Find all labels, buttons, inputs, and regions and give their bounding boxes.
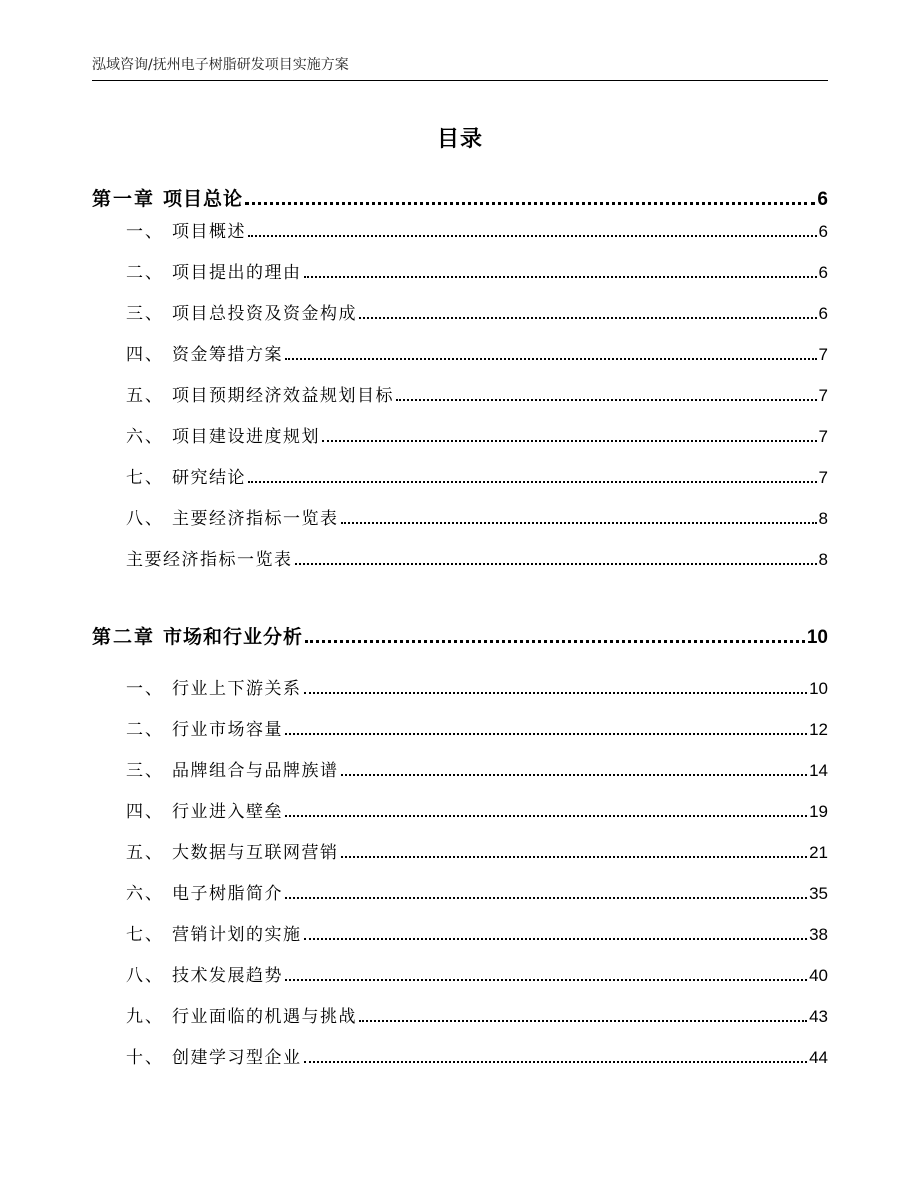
toc-entry[interactable] (126, 878, 828, 904)
toc-leader-dots (295, 563, 817, 565)
toc-entry-chapter[interactable] (92, 621, 828, 649)
toc-entry-label: 技术发展趋势 (172, 966, 283, 986)
toc-entry-label: 主要经济指标一览表 (126, 550, 293, 570)
toc-leader-dots (285, 733, 807, 735)
toc-entry[interactable] (126, 796, 828, 822)
toc-entry-page: 14 (809, 761, 828, 780)
toc-entry-number: 七、 (126, 925, 164, 945)
toc-entry-page: 44 (809, 1048, 828, 1067)
toc-entry-number: 二、 (126, 263, 164, 283)
toc-entry-number: 九、 (126, 1007, 164, 1027)
toc-entry-label: 创建学习型企业 (172, 1048, 302, 1068)
toc-entry-page: 38 (809, 925, 828, 944)
toc-leader-dots (322, 440, 817, 442)
toc-leader-dots (248, 235, 817, 237)
toc-entry-label: 项目总论 (163, 188, 244, 210)
toc-entry-number: 一、 (126, 679, 164, 699)
toc-entry-number: 六、 (126, 884, 164, 904)
toc-entry-number: 八、 (126, 966, 164, 986)
toc-leader-dots (396, 399, 817, 401)
toc-leader-dots (341, 856, 808, 858)
toc-entry-page: 7 (818, 427, 828, 446)
toc-entry[interactable] (126, 298, 828, 324)
toc-entry-number: 七、 (126, 468, 164, 488)
toc-entry-number: 三、 (126, 304, 164, 324)
toc-entry[interactable] (126, 960, 828, 986)
toc-entry[interactable] (126, 919, 828, 945)
toc-entry-label: 项目概述 (172, 222, 246, 242)
toc-entry-label: 行业市场容量 (172, 720, 283, 740)
toc-entry-page: 21 (809, 843, 828, 862)
toc-leader-dots (304, 692, 808, 694)
toc-entry-label: 项目总投资及资金构成 (172, 304, 357, 324)
toc-entry-page: 6 (818, 263, 828, 282)
toc-leader-dots (341, 522, 817, 524)
toc-entry-page: 40 (809, 966, 828, 985)
toc-leader-dots (248, 481, 817, 483)
toc-entry-page: 6 (818, 304, 828, 323)
toc-entry-number: 第二章 (92, 626, 156, 648)
toc-entry-page: 7 (818, 386, 828, 405)
toc-entry-label: 资金筹措方案 (172, 345, 283, 365)
toc-entry-label: 主要经济指标一览表 (172, 509, 339, 529)
header-divider (92, 80, 828, 81)
toc-entry[interactable] (126, 1042, 828, 1068)
toc-entry[interactable] (126, 257, 828, 283)
toc-entry-number: 四、 (126, 345, 164, 365)
toc-title: 目录 (436, 127, 483, 152)
toc-entry-label: 项目预期经济效益规划目标 (172, 386, 394, 406)
toc-entry[interactable] (126, 216, 828, 242)
toc-entry-page: 7 (818, 345, 828, 364)
toc-entry-page: 10 (809, 679, 828, 698)
toc-entry-label: 研究结论 (172, 468, 246, 488)
toc-entry-number: 五、 (126, 386, 164, 406)
toc-leader-dots (285, 815, 807, 817)
toc-leader-dots (285, 358, 817, 360)
toc-entry[interactable] (126, 837, 828, 863)
toc-entry-label: 营销计划的实施 (172, 925, 302, 945)
toc-entry[interactable] (126, 462, 828, 488)
toc-entry-page: 6 (818, 222, 828, 241)
toc-entry[interactable] (126, 503, 828, 529)
toc-entry-page: 43 (809, 1007, 828, 1026)
toc-entry[interactable] (126, 339, 828, 365)
toc-entry[interactable] (126, 380, 828, 406)
toc-leader-dots (359, 317, 817, 319)
toc-leader-dots (359, 1020, 807, 1022)
toc-entry-label: 电子树脂简介 (172, 884, 283, 904)
toc-entry-label: 市场和行业分析 (163, 626, 304, 648)
toc-entry[interactable] (126, 544, 828, 570)
toc-entry-label: 行业面临的机遇与挑战 (172, 1007, 357, 1027)
toc-entry-label: 行业进入壁垒 (172, 802, 283, 822)
toc-entry-number: 一、 (126, 222, 164, 242)
toc-entry-page: 6 (817, 189, 828, 210)
toc-leader-dots (245, 202, 815, 205)
toc-entry-number: 二、 (126, 720, 164, 740)
toc-leader-dots (304, 276, 817, 278)
toc-entry-page: 19 (809, 802, 828, 821)
toc-entry-number: 五、 (126, 843, 164, 863)
toc-entry[interactable] (126, 421, 828, 447)
toc-entry-label: 大数据与互联网营销 (172, 843, 339, 863)
toc-leader-dots (304, 1061, 808, 1063)
toc-entry-label: 项目提出的理由 (172, 263, 302, 283)
toc-entry-page: 12 (809, 720, 828, 739)
toc-leader-dots (285, 897, 807, 899)
toc-entry-chapter[interactable] (92, 183, 828, 211)
toc-entry-number: 四、 (126, 802, 164, 822)
toc-entry-label: 项目建设进度规划 (172, 427, 320, 447)
toc-entry-label: 行业上下游关系 (172, 679, 302, 699)
toc-entry[interactable] (126, 714, 828, 740)
toc-leader-dots (341, 774, 808, 776)
toc-entry-number: 三、 (126, 761, 164, 781)
toc-entry-page: 7 (818, 468, 828, 487)
toc-entry[interactable] (126, 673, 828, 699)
toc-entry-page: 10 (806, 627, 828, 648)
toc-entry-number: 十、 (126, 1048, 164, 1068)
toc-entry-number: 六、 (126, 427, 164, 447)
toc-entry[interactable] (126, 755, 828, 781)
toc-entry-page: 35 (809, 884, 828, 903)
toc-leader-dots (285, 979, 807, 981)
running-header: 泓域咨询/抚州电子树脂研发项目实施方案 (92, 57, 349, 73)
toc-entry-number: 八、 (126, 509, 164, 529)
toc-entry-label: 品牌组合与品牌族谱 (172, 761, 339, 781)
toc-leader-dots (304, 938, 808, 940)
toc-leader-dots (305, 640, 805, 643)
toc-entry-page: 8 (818, 550, 828, 569)
toc-entry-page: 8 (818, 509, 828, 528)
toc-entry-number: 第一章 (92, 188, 156, 210)
toc-entry[interactable] (126, 1001, 828, 1027)
